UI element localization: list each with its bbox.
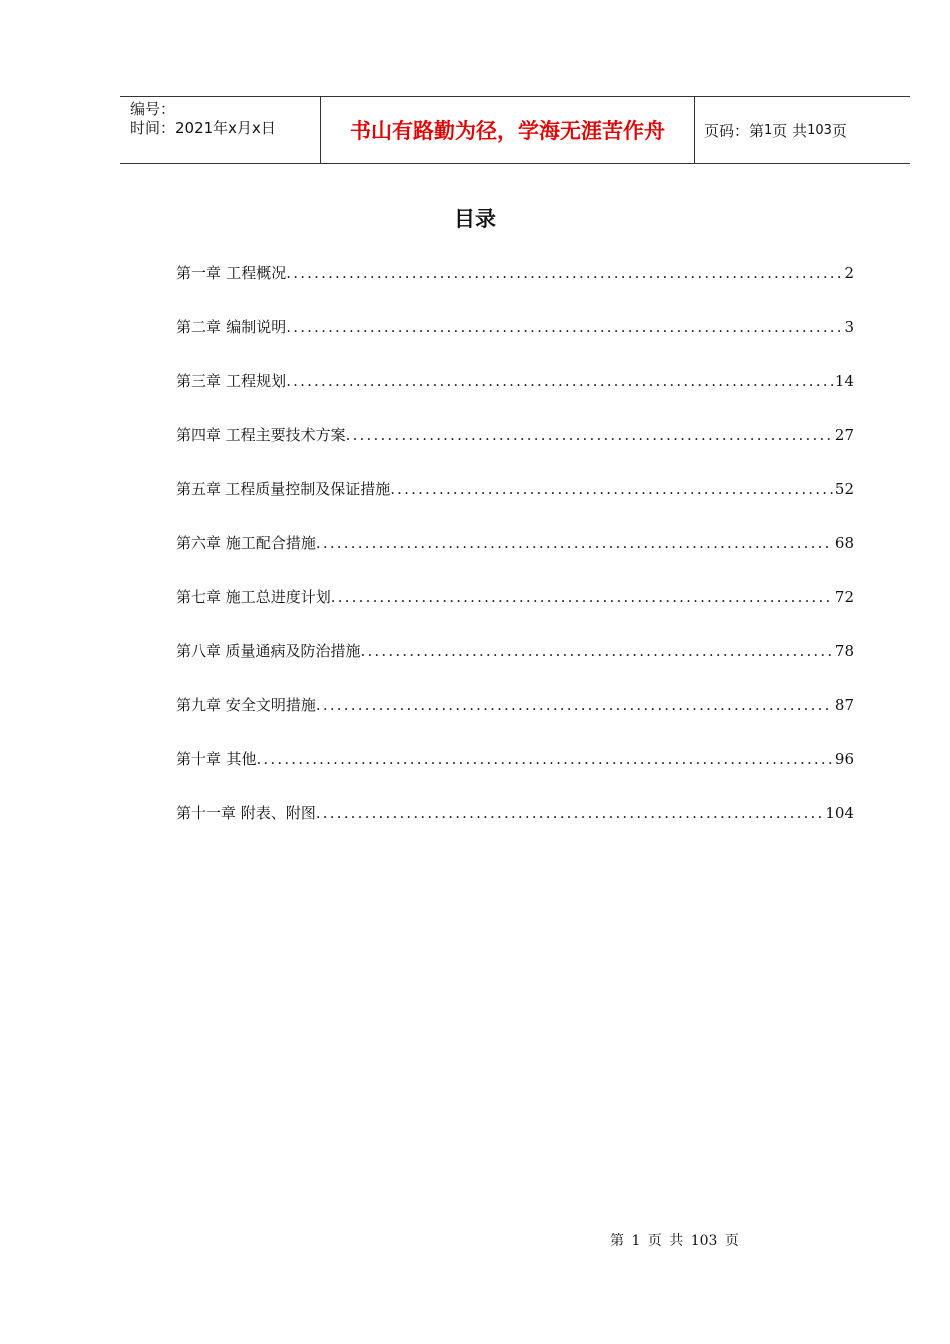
toc-page: 2 xyxy=(844,264,854,282)
toc-leader-dots xyxy=(360,642,832,660)
toc-page: 78 xyxy=(834,642,854,660)
toc-leader-dots xyxy=(390,480,833,498)
toc-title: 目录 xyxy=(454,207,496,231)
page-current: 1 xyxy=(764,122,773,138)
toc-page: 87 xyxy=(834,696,854,714)
page-total: 103 xyxy=(807,122,832,138)
page-prefix: 页码：第 xyxy=(704,121,765,140)
toc-leader-dots xyxy=(316,696,833,714)
table-of-contents xyxy=(176,262,854,856)
toc-item[interactable] xyxy=(176,694,854,748)
toc-page: 68 xyxy=(834,534,854,552)
page-suffix: 页 xyxy=(831,121,847,140)
toc-leader-dots xyxy=(286,372,833,390)
document-number-label: 编号： xyxy=(130,100,176,118)
toc-topic: 施工总进度计划 xyxy=(225,588,331,606)
toc-page: 72 xyxy=(834,588,854,606)
toc-page: 27 xyxy=(834,426,854,444)
toc-leader-dots xyxy=(316,534,833,552)
toc-item[interactable] xyxy=(176,316,854,370)
document-date: 时间：2021年x月x日 xyxy=(130,119,276,137)
toc-topic: 质量通病及防治措施 xyxy=(225,642,361,660)
toc-topic: 工程主要技术方案 xyxy=(225,426,346,444)
toc-item[interactable] xyxy=(176,802,854,856)
header-meta xyxy=(120,97,321,163)
toc-leader-dots xyxy=(256,750,832,768)
toc-chapter: 第八章 xyxy=(176,642,222,660)
toc-page: 104 xyxy=(825,804,854,822)
toc-topic: 编制说明 xyxy=(226,318,287,336)
toc-chapter: 第十一章 xyxy=(176,804,237,822)
toc-leader-dots xyxy=(346,426,833,444)
toc-topic: 工程规划 xyxy=(226,372,287,390)
toc-leader-dots xyxy=(316,804,824,822)
toc-page: 3 xyxy=(844,318,854,336)
page-header xyxy=(120,96,910,164)
toc-item[interactable] xyxy=(176,478,854,532)
toc-item[interactable] xyxy=(176,586,854,640)
toc-topic: 安全文明措施 xyxy=(225,696,316,714)
toc-page: 52 xyxy=(834,480,854,498)
toc-item[interactable] xyxy=(176,748,854,802)
toc-item[interactable] xyxy=(176,532,854,586)
toc-chapter: 第五章 xyxy=(176,480,222,498)
toc-chapter: 第四章 xyxy=(176,426,222,444)
toc-page: 96 xyxy=(834,750,854,768)
toc-chapter: 第七章 xyxy=(176,588,222,606)
header-page-info xyxy=(695,97,910,163)
toc-chapter: 第一章 xyxy=(176,264,222,282)
toc-topic: 附表、附图 xyxy=(240,804,316,822)
page-footer: 第 1 页 共 103 页 xyxy=(610,1233,739,1249)
toc-leader-dots xyxy=(286,264,842,282)
toc-chapter: 第三章 xyxy=(176,372,222,390)
toc-chapter: 第十章 xyxy=(176,750,222,768)
toc-leader-dots xyxy=(331,588,833,606)
header-motto: 书山有路勤为径，学海无涯苦作舟 xyxy=(321,97,695,163)
toc-chapter: 第九章 xyxy=(176,696,222,714)
toc-topic: 施工配合措施 xyxy=(225,534,316,552)
toc-chapter: 第二章 xyxy=(176,318,222,336)
toc-page: 14 xyxy=(834,372,854,390)
toc-item[interactable] xyxy=(176,424,854,478)
toc-chapter: 第六章 xyxy=(176,534,222,552)
toc-item[interactable] xyxy=(176,262,854,316)
toc-leader-dots xyxy=(286,318,842,336)
toc-topic: 工程概况 xyxy=(226,264,287,282)
toc-topic: 其他 xyxy=(226,750,257,768)
toc-item[interactable] xyxy=(176,640,854,694)
page-mid: 页 共 xyxy=(772,121,808,140)
toc-item[interactable] xyxy=(176,370,854,424)
toc-topic: 工程质量控制及保证措施 xyxy=(225,480,391,498)
